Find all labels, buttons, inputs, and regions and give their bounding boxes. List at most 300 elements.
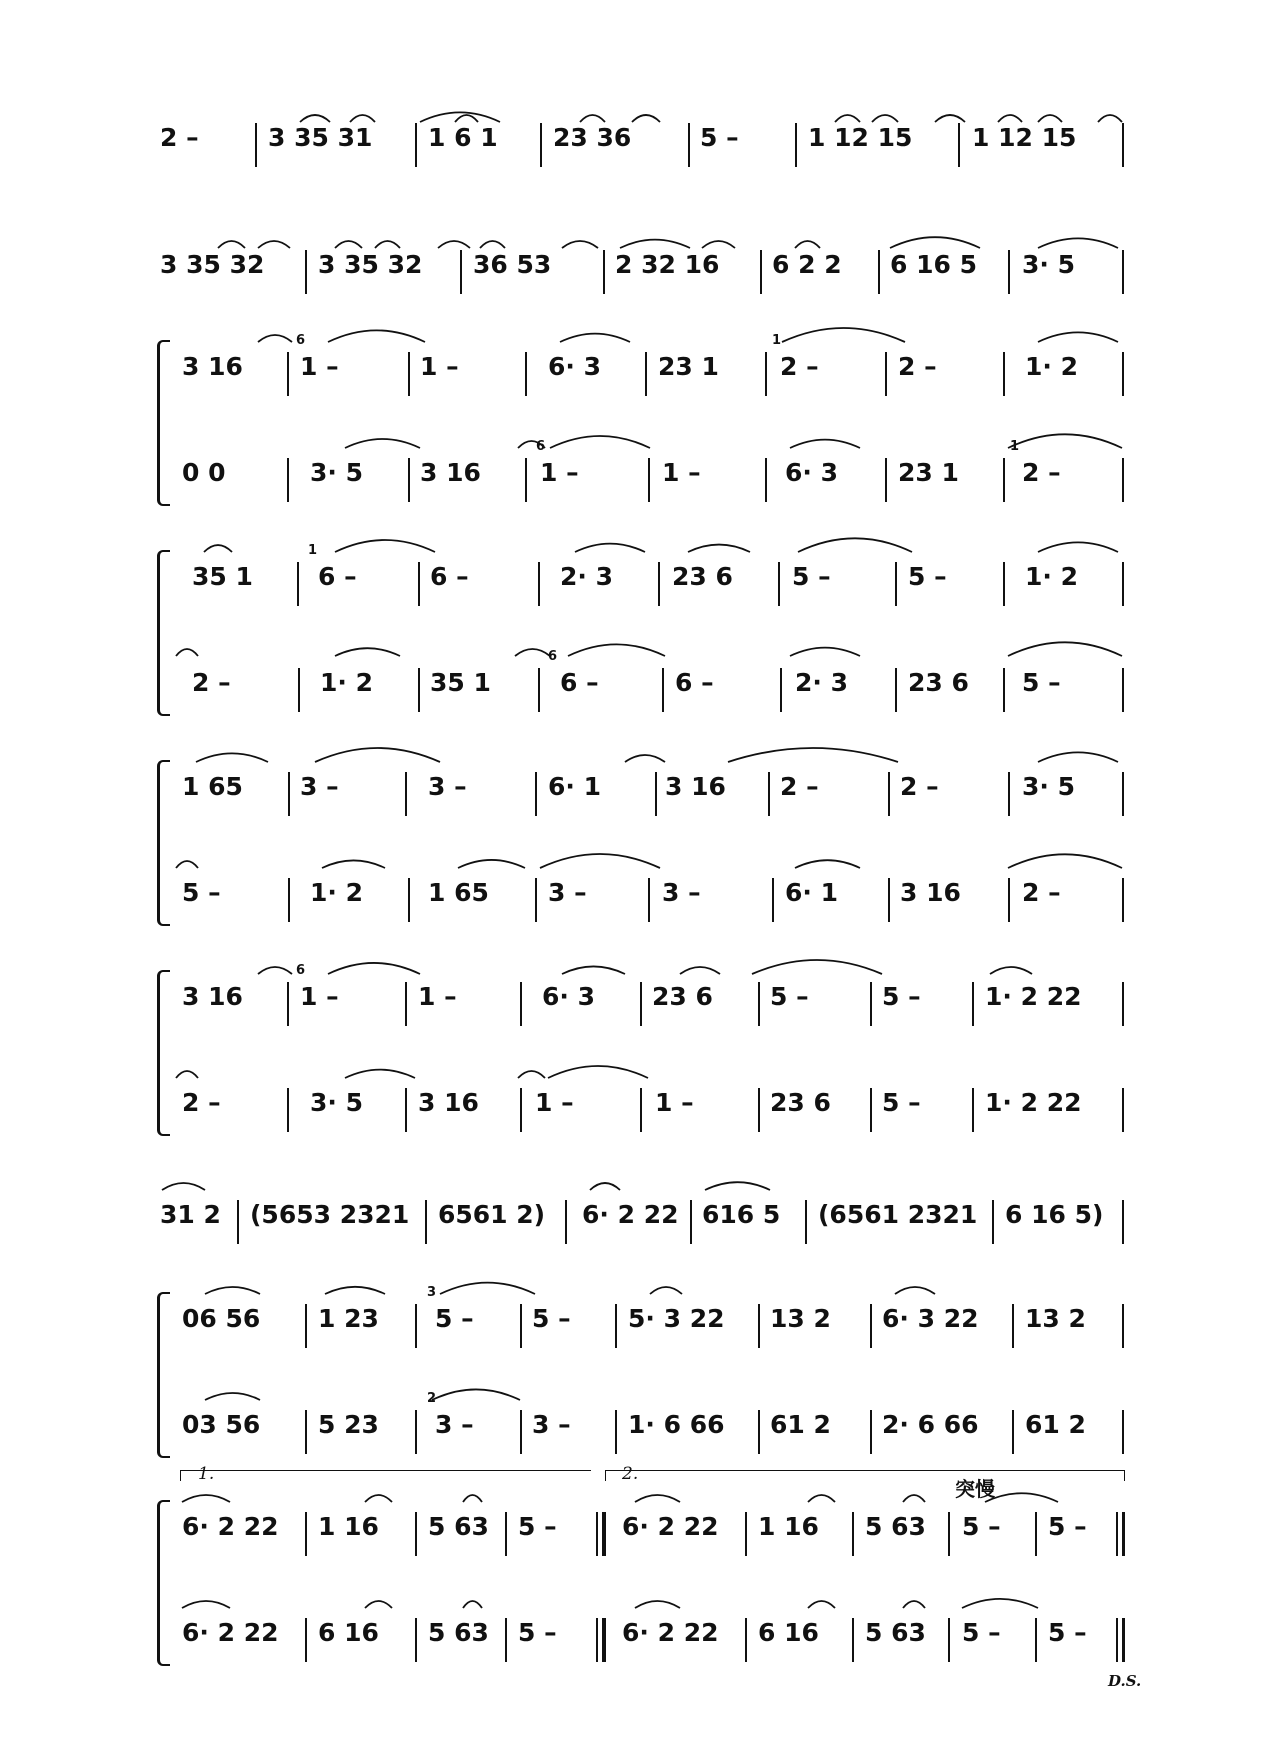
measure-7-2: (5653 2321 <box>250 1200 410 1229</box>
slur-arc <box>365 1601 392 1608</box>
barline <box>415 123 417 167</box>
slur-arc <box>218 241 245 248</box>
slur-arc <box>335 540 435 552</box>
measure-9a-4: 5 – <box>518 1512 557 1541</box>
barline <box>287 352 289 396</box>
measure-4a-2: 6 – <box>318 562 357 591</box>
repeat-end-barline <box>602 1618 606 1662</box>
slur-arc <box>463 1495 482 1502</box>
barline <box>765 458 767 502</box>
measure-8b-2: 5 23 <box>318 1410 379 1439</box>
slur-arc <box>1038 115 1062 122</box>
slur-arc <box>455 115 478 122</box>
measure-3b-6: 6· 3 <box>785 458 838 487</box>
barline <box>1012 1410 1014 1454</box>
barline <box>288 878 290 922</box>
barline <box>645 352 647 396</box>
volta-2-label: 2. <box>622 1464 639 1484</box>
grace-note: 6 <box>296 963 306 978</box>
slur-arc <box>365 1495 392 1502</box>
barline <box>415 1304 417 1348</box>
barline <box>760 250 762 294</box>
measure-2-1: 3 35 32 <box>160 250 265 279</box>
barline <box>297 562 299 606</box>
measure-6b-6: 23 6 <box>770 1088 831 1117</box>
system-brace <box>157 550 170 716</box>
slur-arc <box>795 860 860 868</box>
measure-5a-4: 6· 1 <box>548 772 601 801</box>
barline <box>655 772 657 816</box>
measure-3b-1: 0 0 <box>182 458 226 487</box>
measure-6a-6: 5 – <box>770 982 809 1011</box>
measure-8a-1: 06 56 <box>182 1304 261 1333</box>
barline <box>1122 772 1124 816</box>
barline <box>1008 772 1010 816</box>
barline <box>525 352 527 396</box>
measure-3a-6: 2 – <box>780 352 819 381</box>
measure-3a-8: 1· 2 <box>1025 352 1078 381</box>
barline <box>415 1512 417 1556</box>
barline <box>405 772 407 816</box>
barline <box>305 1618 307 1662</box>
barline <box>525 458 527 502</box>
barline <box>405 1088 407 1132</box>
barline <box>540 123 542 167</box>
barline <box>795 123 797 167</box>
barline <box>505 1618 507 1662</box>
measure-7-7: 6 16 5) <box>1005 1200 1104 1229</box>
final-barline <box>1116 1618 1118 1662</box>
measure-4b-2: 1· 2 <box>320 668 373 697</box>
slur-arc <box>650 1287 682 1294</box>
measure-7-3: 6561 2) <box>438 1200 546 1229</box>
slur-arc <box>182 1601 230 1608</box>
measure-8b-5: 1· 6 66 <box>628 1410 725 1439</box>
barline <box>958 123 960 167</box>
measure-5b-5: 3 – <box>662 878 701 907</box>
slur-arc <box>575 544 645 552</box>
barline <box>418 668 420 712</box>
measure-3a-4: 6· 3 <box>548 352 601 381</box>
measure-3b-5: 1 – <box>662 458 701 487</box>
barline <box>1008 878 1010 922</box>
barline <box>520 1410 522 1454</box>
measure-4b-7: 23 6 <box>908 668 969 697</box>
repeat-end-barline <box>596 1512 598 1556</box>
measure-3a-7: 2 – <box>898 352 937 381</box>
slur-arc <box>985 1493 1058 1502</box>
measure-4b-1: 2 – <box>192 668 231 697</box>
barline <box>852 1618 854 1662</box>
slur-arc <box>728 748 898 762</box>
measure-8b-4: 3 – <box>532 1410 571 1439</box>
measure-4a-5: 23 6 <box>672 562 733 591</box>
barline <box>408 458 410 502</box>
slur-arc <box>325 1287 385 1294</box>
grace-note: 6 <box>296 333 306 348</box>
measure-9a-3: 5 63 <box>428 1512 489 1541</box>
measure-3b-7: 23 1 <box>898 458 959 487</box>
measure-6b-5: 1 – <box>655 1088 694 1117</box>
measure-4a-7: 5 – <box>908 562 947 591</box>
measure-9a-6: 1 16 <box>758 1512 819 1541</box>
slur-arc <box>328 330 425 342</box>
barline <box>758 1410 760 1454</box>
barline <box>520 982 522 1026</box>
measure-4a-4: 2· 3 <box>560 562 613 591</box>
measure-9b-3: 5 63 <box>428 1618 489 1647</box>
barline <box>972 1088 974 1132</box>
system-brace <box>157 760 170 926</box>
grace-note: 3 <box>427 1285 437 1300</box>
barline <box>1003 458 1005 502</box>
barline <box>288 772 290 816</box>
barline <box>565 1200 567 1244</box>
barline <box>535 772 537 816</box>
barline <box>870 1088 872 1132</box>
slur-arc <box>702 241 735 248</box>
slur-arc <box>990 967 1032 974</box>
barline <box>805 1200 807 1244</box>
measure-6a-5: 23 6 <box>652 982 713 1011</box>
slur-arc <box>1038 752 1118 762</box>
slur-arc <box>903 1601 925 1608</box>
barline <box>640 1088 642 1132</box>
measure-8a-8: 13 2 <box>1025 1304 1086 1333</box>
measure-3a-5: 23 1 <box>658 352 719 381</box>
measure-7-5: 616 5 <box>702 1200 781 1229</box>
slur-arc <box>432 1389 520 1400</box>
barline <box>745 1618 747 1662</box>
barline <box>780 668 782 712</box>
measure-6b-7: 5 – <box>882 1088 921 1117</box>
slur-arc <box>345 1070 415 1078</box>
slur-arc <box>688 545 750 552</box>
barline <box>895 668 897 712</box>
slur-arc <box>998 115 1022 122</box>
measure-3a-3: 1 – <box>420 352 459 381</box>
measure-9b-6: 6 16 <box>758 1618 819 1647</box>
slur-arc <box>350 115 375 122</box>
slur-arc <box>550 436 650 448</box>
slur-arc <box>790 648 860 656</box>
measure-1-2: 3 35 31 <box>268 123 373 152</box>
slur-arc <box>1038 332 1118 342</box>
barline <box>1003 352 1005 396</box>
measure-9a-1: 6· 2 22 <box>182 1512 279 1541</box>
slur-arc <box>752 960 882 974</box>
measure-4a-3: 6 – <box>430 562 469 591</box>
slur-arc <box>1038 238 1118 248</box>
slur-arc <box>580 115 605 122</box>
slur-arc <box>548 1066 648 1078</box>
barline <box>870 1304 872 1348</box>
measure-3b-3: 3 16 <box>420 458 481 487</box>
slur-arc <box>1008 434 1122 448</box>
slur-arc <box>680 967 720 974</box>
measure-7-1: 31 2 <box>160 1200 221 1229</box>
measure-2-2: 3 35 32 <box>318 250 423 279</box>
barline <box>460 250 462 294</box>
barline <box>745 1512 747 1556</box>
barline <box>237 1200 239 1244</box>
measure-8b-7: 2· 6 66 <box>882 1410 979 1439</box>
volta-2-bracket <box>605 1470 1125 1481</box>
barline <box>298 668 300 712</box>
measure-6a-8: 1· 2 22 <box>985 982 1082 1011</box>
grace-note: 6 <box>536 439 546 454</box>
slur-arc <box>872 115 898 122</box>
barline <box>888 772 890 816</box>
slur-arc <box>808 1601 835 1608</box>
barline <box>878 250 880 294</box>
slur-arc <box>205 1287 260 1294</box>
measure-8b-8: 61 2 <box>1025 1410 1086 1439</box>
slur-arc <box>438 241 470 248</box>
measure-8a-5: 5· 3 22 <box>628 1304 725 1333</box>
repeat-end-barline <box>596 1618 598 1662</box>
barline <box>538 668 540 712</box>
final-barline <box>1122 1618 1125 1662</box>
barline <box>768 772 770 816</box>
slur-arc <box>518 1071 545 1078</box>
slur-arc <box>562 241 598 248</box>
slur-arc <box>1008 642 1122 656</box>
barline <box>1003 562 1005 606</box>
barline <box>1122 1410 1124 1454</box>
barline <box>305 1512 307 1556</box>
slur-arc <box>635 1601 680 1608</box>
measure-8a-4: 5 – <box>532 1304 571 1333</box>
measure-8b-3: 3 – <box>435 1410 474 1439</box>
measure-3b-8: 2 – <box>1022 458 1061 487</box>
slur-arc <box>300 115 330 122</box>
slur-arc <box>625 755 665 762</box>
barline <box>870 982 872 1026</box>
system-brace <box>157 970 170 1136</box>
measure-4b-8: 5 – <box>1022 668 1061 697</box>
slur-arc <box>568 644 665 656</box>
measure-4a-6: 5 – <box>792 562 831 591</box>
final-barline <box>1122 1512 1125 1556</box>
measure-9b-7: 5 63 <box>865 1618 926 1647</box>
slur-arc <box>480 241 505 248</box>
barline <box>405 982 407 1026</box>
grace-note: 1 <box>308 543 318 558</box>
slur-arc <box>258 967 292 974</box>
barline <box>535 878 537 922</box>
slur-arc <box>205 1393 260 1400</box>
measure-4b-6: 2· 3 <box>795 668 848 697</box>
slur-arc <box>798 538 912 552</box>
measure-5a-3: 3 – <box>428 772 467 801</box>
barline <box>648 878 650 922</box>
slur-arc <box>632 115 660 122</box>
barline <box>538 562 540 606</box>
measure-3a-1: 3 16 <box>182 352 243 381</box>
measure-8a-6: 13 2 <box>770 1304 831 1333</box>
barline <box>1122 982 1124 1026</box>
slur-arc <box>1098 115 1122 122</box>
barline <box>1122 878 1124 922</box>
measure-8b-6: 61 2 <box>770 1410 831 1439</box>
measure-5b-7: 3 16 <box>900 878 961 907</box>
measure-8b-1: 03 56 <box>182 1410 261 1439</box>
measure-9a-9: 5 – <box>1048 1512 1087 1541</box>
barline <box>1003 668 1005 712</box>
barline <box>520 1304 522 1348</box>
slur-arc <box>1008 854 1122 868</box>
barline <box>690 1200 692 1244</box>
barline <box>888 878 890 922</box>
tempo-mark: 突慢 <box>955 1477 995 1501</box>
barline <box>1008 250 1010 294</box>
barline <box>948 1618 950 1662</box>
measure-1-1: 2 – <box>160 123 199 152</box>
measure-6a-2: 1 – <box>300 982 339 1011</box>
measure-6b-8: 1· 2 22 <box>985 1088 1082 1117</box>
measure-9b-9: 5 – <box>1048 1618 1087 1647</box>
system-brace <box>157 1292 170 1458</box>
barline <box>305 1410 307 1454</box>
measure-9a-7: 5 63 <box>865 1512 926 1541</box>
measure-6b-4: 1 – <box>535 1088 574 1117</box>
measure-7-4: 6· 2 22 <box>582 1200 679 1229</box>
barline <box>1122 352 1124 396</box>
barline <box>287 458 289 502</box>
barline <box>885 352 887 396</box>
measure-5a-7: 2 – <box>900 772 939 801</box>
measure-5a-1: 1 65 <box>182 772 243 801</box>
measure-9a-8: 5 – <box>962 1512 1001 1541</box>
barline <box>688 123 690 167</box>
slur-arc <box>620 240 690 248</box>
slur-arc <box>328 963 420 974</box>
barline <box>1122 1304 1124 1348</box>
measure-4b-5: 6 – <box>675 668 714 697</box>
slur-arc <box>176 649 198 656</box>
measure-2-5: 6 2 2 <box>772 250 842 279</box>
measure-9b-4: 5 – <box>518 1618 557 1647</box>
barline <box>1122 562 1124 606</box>
barline <box>408 878 410 922</box>
slur-arc <box>962 1599 1038 1608</box>
measure-6a-4: 6· 3 <box>542 982 595 1011</box>
barline <box>1122 458 1124 502</box>
measure-5b-3: 1 65 <box>428 878 489 907</box>
slur-arc <box>1038 542 1118 552</box>
grace-note: 2 <box>427 1391 437 1406</box>
measure-6a-7: 5 – <box>882 982 921 1011</box>
slur-arc <box>562 966 625 974</box>
slur-arc <box>590 1183 620 1190</box>
measure-6b-3: 3 16 <box>418 1088 479 1117</box>
slur-arc <box>705 1182 770 1190</box>
measure-2-4: 2 32 16 <box>615 250 720 279</box>
slur-arc <box>440 1283 535 1294</box>
slur-arc <box>196 753 268 762</box>
barline <box>1035 1618 1037 1662</box>
final-barline <box>1116 1512 1118 1556</box>
barline <box>425 1200 427 1244</box>
slur-arc <box>795 241 820 248</box>
barline <box>1035 1512 1037 1556</box>
slur-arc <box>204 545 232 552</box>
measure-5a-6: 2 – <box>780 772 819 801</box>
slur-arc <box>890 237 980 248</box>
measure-6b-2: 3· 5 <box>310 1088 363 1117</box>
measure-5b-8: 2 – <box>1022 878 1061 907</box>
barline <box>648 458 650 502</box>
slur-arc <box>335 241 362 248</box>
measure-9b-2: 6 16 <box>318 1618 379 1647</box>
barline <box>758 1088 760 1132</box>
slur-arc <box>322 860 385 868</box>
barline <box>852 1512 854 1556</box>
measure-5b-4: 3 – <box>548 878 587 907</box>
measure-5b-1: 5 – <box>182 878 221 907</box>
barline <box>662 668 664 712</box>
measure-8a-7: 6· 3 22 <box>882 1304 979 1333</box>
barline <box>885 458 887 502</box>
slur-arc <box>782 328 905 342</box>
slur-arc <box>903 1495 925 1502</box>
measure-6b-1: 2 – <box>182 1088 221 1117</box>
slur-arc <box>345 439 420 448</box>
slur-arc <box>162 1183 205 1190</box>
barline <box>778 562 780 606</box>
barline <box>758 1304 760 1348</box>
measure-3a-2: 1 – <box>300 352 339 381</box>
barline <box>505 1512 507 1556</box>
measure-6a-3: 1 – <box>418 982 457 1011</box>
measure-2-7: 3· 5 <box>1022 250 1075 279</box>
measure-3b-4: 1 – <box>540 458 579 487</box>
slur-arc <box>935 115 965 122</box>
barline <box>1012 1304 1014 1348</box>
measure-1-5: 5 – <box>700 123 739 152</box>
measure-5b-6: 6· 1 <box>785 878 838 907</box>
slur-arc <box>182 1495 230 1502</box>
measure-4a-8: 1· 2 <box>1025 562 1078 591</box>
barline <box>1122 668 1124 712</box>
slur-arc <box>335 648 400 656</box>
system-brace <box>157 1500 170 1666</box>
slur-arc <box>458 860 525 868</box>
barline <box>418 562 420 606</box>
measure-6a-1: 3 16 <box>182 982 243 1011</box>
measure-9b-5: 6· 2 22 <box>622 1618 719 1647</box>
barline <box>992 1200 994 1244</box>
barline <box>603 250 605 294</box>
barline <box>1122 1088 1124 1132</box>
repeat-end-barline <box>602 1512 606 1556</box>
slur-arc <box>515 649 550 656</box>
barline <box>1122 123 1124 167</box>
measure-4b-3: 35 1 <box>430 668 491 697</box>
slur-arc <box>258 335 292 342</box>
measure-1-6: 1 12 15 <box>808 123 913 152</box>
measure-8a-2: 1 23 <box>318 1304 379 1333</box>
measure-5a-8: 3· 5 <box>1022 772 1075 801</box>
barline <box>640 982 642 1026</box>
barline <box>520 1088 522 1132</box>
slur-arc <box>375 241 400 248</box>
barline <box>895 562 897 606</box>
system-brace <box>157 340 170 506</box>
measure-4a-1: 35 1 <box>192 562 253 591</box>
volta-1-label: 1. <box>198 1464 215 1484</box>
